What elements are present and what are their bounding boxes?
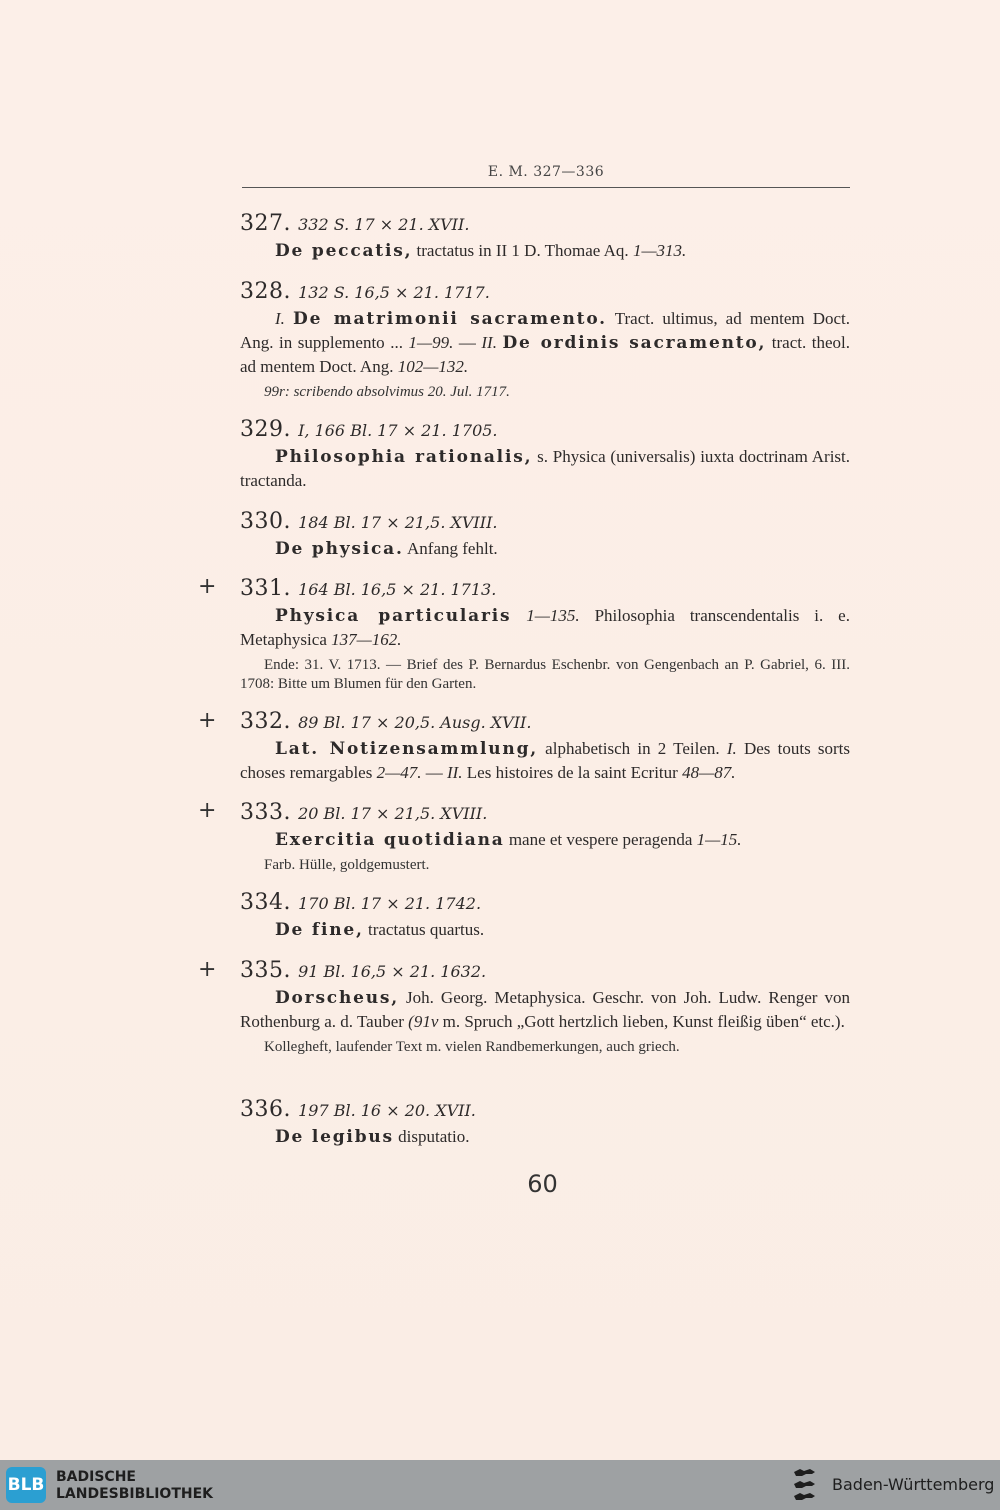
entry-number: 334. xyxy=(240,890,291,915)
state-name[interactable]: Baden-Württemberg xyxy=(832,1475,995,1494)
plus-marker-335: + xyxy=(198,957,217,982)
header-rule xyxy=(242,187,850,188)
entry-title: Philosophia rationalis, xyxy=(275,447,533,467)
entry-number: 328. xyxy=(240,279,291,304)
entry-330: 330. 184 Bl. 17 × 21,5. XVIII. De physica. Anfang fehlt. xyxy=(240,509,498,559)
blb-logo[interactable]: BLB xyxy=(6,1467,46,1503)
entry-title: De legibus xyxy=(275,1127,394,1147)
entry-title: De peccatis, xyxy=(275,241,413,261)
entry-number: 332. xyxy=(240,709,291,734)
entry-number: 331. xyxy=(240,576,291,601)
entry-328: 328. 132 S. 16,5 × 21. 1717. I. De matrimonii sacramento. Tract. ultimus, ad mentem Doct. Ang. in supplemento ... 1—99. — II. De ordinis sacramento, tract. theol. ad mentem Doct. Ang. 102—132. 99r: scribendo absolvimus 20. Jul. 1717. xyxy=(240,279,850,400)
plus-marker-333: + xyxy=(198,798,217,823)
entry-meta: 164 Bl. 16,5 × 21. 1713. xyxy=(298,580,497,599)
entry-number: 327. xyxy=(240,211,291,236)
entry-331: 331. 164 Bl. 16,5 × 21. 1713. Physica particularis 1—135. Philosophia transcendentalis i. e. Metaphysica 137—162. Ende: 31. V. 1713. — Brief des P. Bernardus Eschenbr. von Gengenbach an P. Gabriel, 6. III. 1708: Bitte um Blumen für den Garten. xyxy=(240,576,850,692)
entry-meta: I, 166 Bl. 17 × 21. 1705. xyxy=(298,421,498,440)
entry-meta: 184 Bl. 17 × 21,5. XVIII. xyxy=(298,513,498,532)
entry-number: 329. xyxy=(240,417,291,442)
entry-meta: 89 Bl. 17 × 20,5. Ausg. XVII. xyxy=(298,713,532,732)
entry-number: 333. xyxy=(240,800,291,825)
entry-333: 333. 20 Bl. 17 × 21,5. XVIII. Exercitia quotidiana mane et vespere peragenda 1—15. Farb. Hülle, goldgemustert. xyxy=(240,800,850,875)
plus-marker-331: + xyxy=(198,574,217,599)
entry-meta: 91 Bl. 16,5 × 21. 1632. xyxy=(298,962,487,981)
entry-334: 334. 170 Bl. 17 × 21. 1742. De fine, tractatus quartus. xyxy=(240,890,485,940)
entry-title-2: De ordinis sacramento, xyxy=(502,333,767,353)
entry-title: De physica. xyxy=(275,539,404,559)
entry-title: Dorscheus, xyxy=(275,988,399,1008)
entry-title: Exercitia quotidiana xyxy=(275,830,505,850)
entry-title: De matrimonii sacramento. xyxy=(293,309,607,329)
entry-meta: 132 S. 16,5 × 21. 1717. xyxy=(298,283,490,302)
running-head: E. M. 327—336 xyxy=(487,164,605,180)
lions-crest-icon xyxy=(790,1466,822,1504)
footer-bar xyxy=(0,1460,1000,1510)
entry-meta: 197 Bl. 16 × 20. XVII. xyxy=(298,1101,476,1120)
entry-title: De fine, xyxy=(275,920,364,940)
entry-meta: 332 S. 17 × 21. XVII. xyxy=(298,215,470,234)
entry-332: 332. 89 Bl. 17 × 20,5. Ausg. XVII. Lat. Notizensammlung, alphabetisch in 2 Teilen. I. Des touts sorts choses remargables 2—47. — II. Les histoires de la saint Ecritur 48—87. xyxy=(240,709,850,782)
entry-327: 327. 332 S. 17 × 21. XVII. De peccatis, tractatus in II 1 D. Thomae Aq. 1—313. xyxy=(240,211,687,261)
entry-note: Kollegheft, laufender Text m. vielen Randbemerkungen, auch griech. xyxy=(264,1039,680,1055)
entry-title: Physica particularis xyxy=(275,606,512,626)
entry-meta: 20 Bl. 17 × 21,5. XVIII. xyxy=(298,804,488,823)
entry-note: 99r: scribendo absolvimus 20. Jul. 1717. xyxy=(264,384,510,400)
plus-marker-332: + xyxy=(198,708,217,733)
entry-336: 336. 197 Bl. 16 × 20. XVII. De legibus disputatio. xyxy=(240,1097,476,1147)
entry-335: 335. 91 Bl. 16,5 × 21. 1632. Dorscheus, Joh. Georg. Metaphysica. Geschr. von Joh. Ludw. Renger von Rothenburg a. d. Tauber (91v m. Spruch „Gott hertzlich lieben, Kunst fleißig üben“ etc.). Kollegheft, laufender Text m. vielen Randbemerkungen, auch griech. xyxy=(240,958,850,1055)
library-name[interactable]: BADISCHE LANDESBIBLIOTHEK xyxy=(56,1469,214,1502)
entry-meta: 170 Bl. 17 × 21. 1742. xyxy=(298,894,482,913)
entry-note: Farb. Hülle, goldgemustert. xyxy=(264,857,430,873)
entry-number: 330. xyxy=(240,509,291,534)
entry-number: 336. xyxy=(240,1097,291,1122)
entry-title: Lat. Notizensammlung, xyxy=(275,739,538,759)
page-number: 60 xyxy=(527,1170,558,1198)
entry-329: 329. I, 166 Bl. 17 × 21. 1705. Philosophia rationalis, s. Physica (universalis) iuxta doctrinam Arist. tractanda. xyxy=(240,417,851,490)
entry-number: 335. xyxy=(240,958,291,983)
entry-note: Ende: 31. V. 1713. — Brief des P. Bernardus Eschenbr. von Gengenbach an P. Gabriel, 6. III. 1708: Bitte um Blumen für den Garten. xyxy=(240,657,850,692)
